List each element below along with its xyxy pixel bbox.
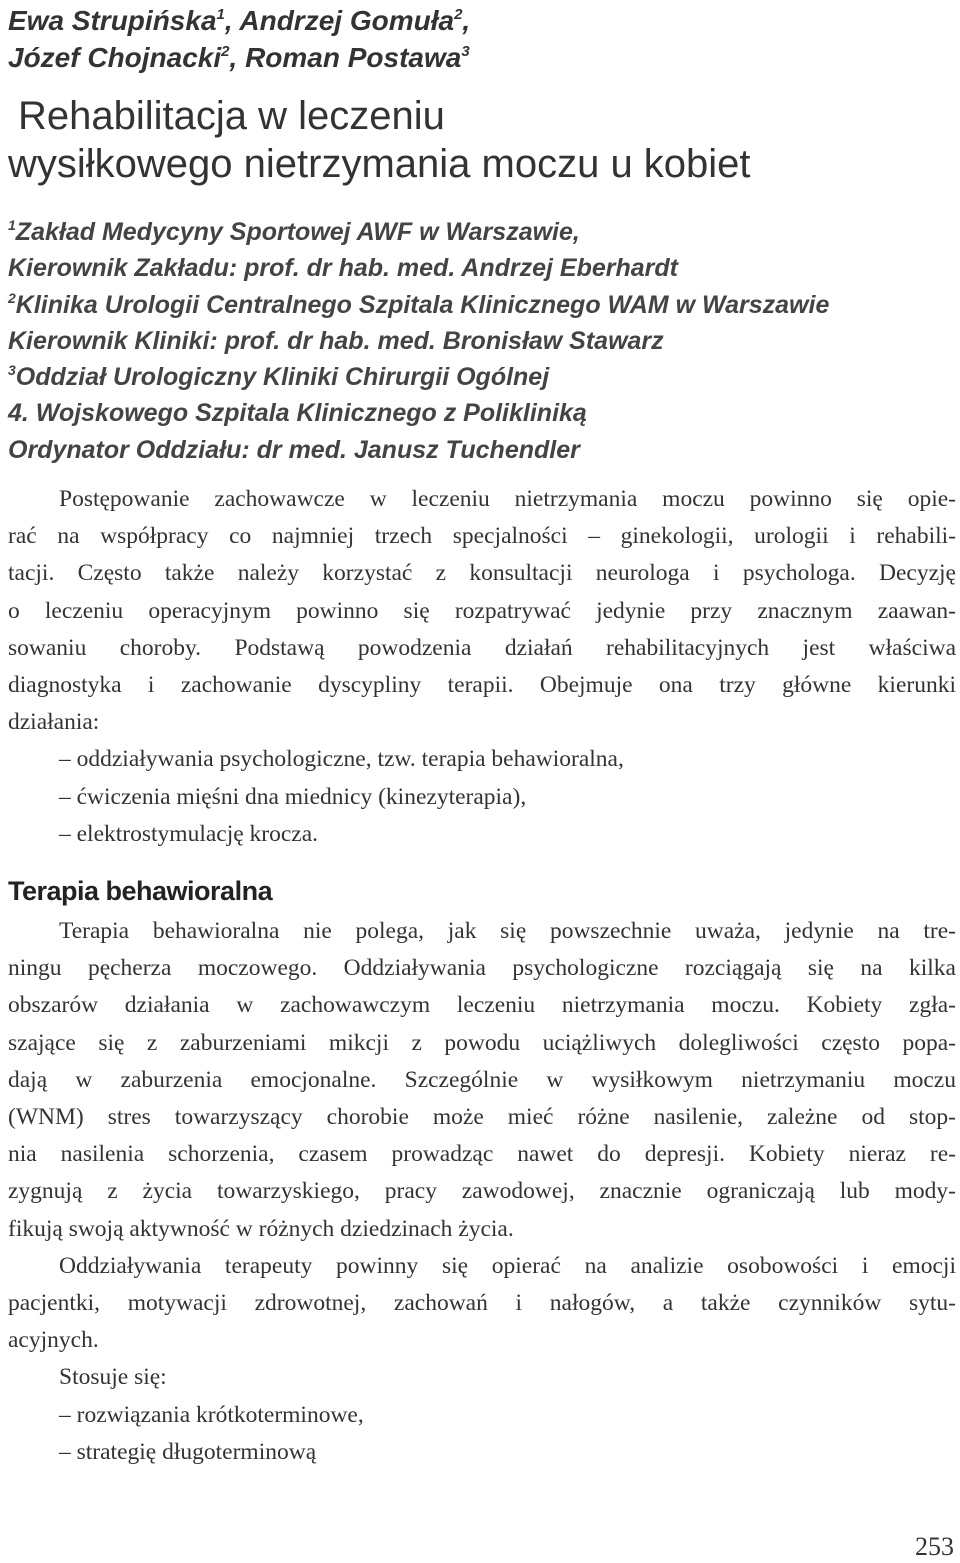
- section-heading: Terapia behawioralna: [8, 876, 273, 906]
- list-item: – ćwiczenia mięśni dna miednicy (kinezyterapia),: [59, 783, 527, 810]
- paragraph-line: Oddziaływania terapeuty powinny się opierać na analizie osobowości i emocji: [59, 1252, 956, 1279]
- affiliation-text: Kierownik Zakładu: prof. dr hab. med. Andrzej Eberhardt: [8, 254, 678, 283]
- paragraph-line: zygnują z życia towarzyskiego, pracy zawodowej, znacznie ograniczają lub mody-: [8, 1178, 956, 1205]
- paragraph-line: acyjnych.: [8, 1327, 99, 1354]
- paragraph-line: o leczeniu operacyjnym powinno się rozpatrywać jedynie przy znacznym zaawan-: [8, 597, 956, 624]
- affiliations: [8, 214, 953, 468]
- title-line-1: Rehabilitacja w leczeniu: [18, 94, 445, 138]
- affiliation-text: Oddział Urologiczny Kliniki Chirurgii Ogólnej: [15, 363, 550, 392]
- author-affiliation-mark: 2: [454, 6, 463, 23]
- paragraph-line: Terapia behawioralna nie polega, jak się powszechnie uważa, jedynie na tre-: [59, 918, 956, 944]
- authors-line-1: [8, 2, 948, 39]
- page-number: 253: [915, 1532, 954, 1561]
- affiliation-text: Ordynator Oddziału: dr med. Janusz Tuchendler: [8, 435, 580, 464]
- affiliation-line: [8, 323, 953, 359]
- affiliation-text: 4. Wojskowego Szpitala Klinicznego z Polikliniką: [8, 399, 587, 428]
- paragraph-line: diagnostyka i zachowanie dyscypliny terapii. Obejmuje ona trzy główne kierunki: [8, 672, 956, 699]
- list-item: – elektrostymulację krocza.: [59, 820, 319, 847]
- author-affiliation-mark: 2: [221, 43, 230, 60]
- affiliation-mark: 1: [8, 217, 16, 233]
- paragraph-line: działania:: [8, 709, 100, 736]
- authors: [8, 2, 948, 76]
- paragraph-line: obszarów działania w zachowawczym leczeniu nietrzymania moczu. Kobiety zgła-: [8, 992, 956, 1019]
- title-line-2: wysiłkowego nietrzymania moczu u kobiet: [8, 142, 751, 186]
- list-item: – strategię długoterminową: [59, 1438, 317, 1465]
- affiliation-mark: 3: [8, 362, 16, 379]
- applies-label: Stosuje się:: [59, 1364, 167, 1391]
- affiliation-line: [8, 395, 953, 431]
- paragraph-line: rać na współpracy co najmniej trzech specjalności – ginekologii, urologii i rehabili-: [8, 523, 956, 550]
- paragraph-line: ningu pęcherza moczowego. Oddziaływania psychologiczne rozciągają się na kilka: [8, 955, 956, 982]
- author-affiliation-mark: 1: [216, 6, 225, 23]
- author-separator: ,: [462, 5, 471, 36]
- affiliation-text: Kierownik Kliniki: prof. dr hab. med. Bronisław Stawarz: [8, 326, 664, 355]
- paragraph-line: nia nasilenia schorzenia, czasem prowadząc nawet do depresji. Kobiety nieraz re-: [8, 1141, 956, 1168]
- section-body: [8, 913, 956, 1471]
- paragraph-line: sowaniu choroby. Podstawą powodzenia działań rehabilitacyjnych jest właściwa: [8, 634, 956, 661]
- paragraph-line: pacjentki, motywacji zdrowotnej, zachowań i nałogów, a także czynników sytu-: [8, 1290, 956, 1317]
- affiliation-line: [8, 214, 953, 250]
- article-title: [8, 92, 948, 188]
- list-item: – rozwiązania krótkoterminowe,: [59, 1401, 364, 1428]
- affiliation-text: Zakład Medycyny Sportowej AWF w Warszawie,: [15, 218, 580, 246]
- paragraph-line: dają w zaburzenia emocjonalne. Szczególnie w wysiłkowym nietrzymaniu moczu: [8, 1066, 956, 1093]
- affiliation-line: [8, 287, 953, 323]
- paragraph-line: (WNM) stres towarzyszący chorobie może mieć różne nasilenie, zależne od stop-: [8, 1104, 956, 1131]
- paragraph-line: fikują swoją aktywność w różnych dziedzinach życia.: [8, 1215, 514, 1242]
- affiliation-text: Klinika Urologii Centralnego Szpitala Klinicznego WAM w Warszawie: [15, 290, 830, 319]
- author-name: , Roman Postawa: [229, 42, 462, 73]
- author-name: Ewa Strupińska: [8, 5, 217, 36]
- authors-line-2: [8, 39, 948, 76]
- intro-paragraph: [8, 481, 956, 853]
- paragraph-line: Postępowanie zachowawcze w leczeniu nietrzymania moczu powinno się opie-: [59, 486, 956, 512]
- list-item: – oddziaływania psychologiczne, tzw. terapia behawioralna,: [59, 746, 624, 773]
- author-affiliation-mark: 3: [461, 43, 470, 60]
- affiliation-line: [8, 432, 953, 468]
- paragraph-line: szające się z zaburzeniami mikcji z powodu uciążliwych dolegliwości często popa-: [8, 1029, 956, 1056]
- affiliation-line: [8, 250, 953, 286]
- paragraph-line: tacji. Często także należy korzystać z konsultacji neurologa i psychologa. Decyzję: [8, 560, 956, 587]
- affiliation-line: [8, 359, 953, 395]
- author-name: , Andrzej Gomuła: [224, 5, 455, 36]
- author-name: Józef Chojnacki: [8, 42, 222, 73]
- affiliation-mark: 2: [8, 289, 16, 306]
